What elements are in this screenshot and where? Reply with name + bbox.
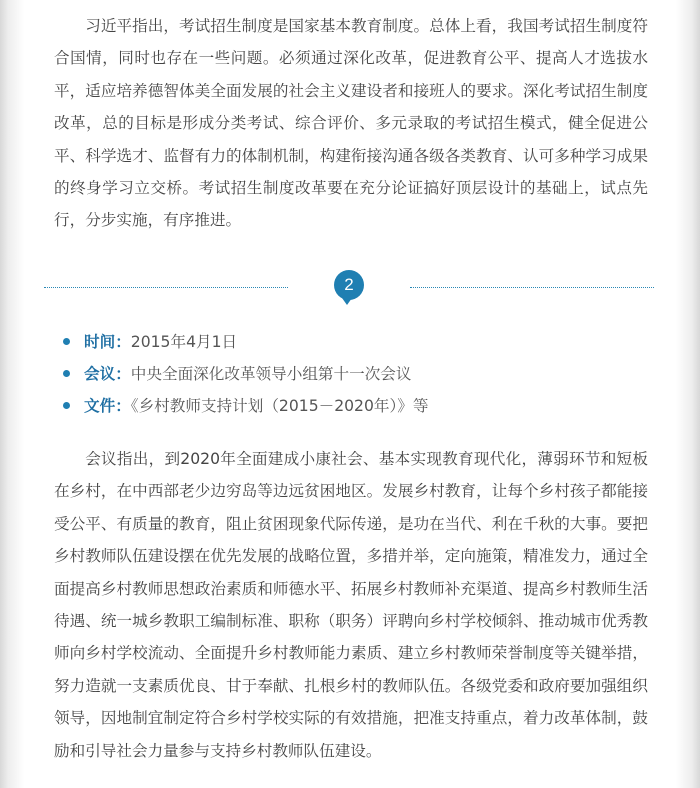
meta-item-meeting	[62, 358, 428, 390]
meta-item-document	[62, 390, 428, 422]
meta-label: 文件：	[84, 397, 131, 415]
meta-label: 会议：	[84, 365, 131, 383]
section1-paragraph: 习近平指出，考试招生制度是国家基本教育制度。总体上看，我国考试招生制度符合国情，同时也存在一些问题。必须通过深化改革，促进教育公平、提高人才选拔水平，适应培养德智体美全面发展的社会主义建设者和接班人的要求。深化考试招生制度改革，总的目标是形成分类考试、综合评价、多元录取的考试招生模式，健全促进公平、科学选才、监督有力的体制机制，构建衔接沟通各级各类教育、认可多种学习成果的终身学习立交桥。考试招生制度改革要在充分论证搞好顶层设计的基础上，试点先行，分步实施，有序推进。	[54, 17, 648, 230]
divider-line-right	[410, 287, 654, 288]
page-shadow-right	[676, 0, 700, 788]
meta-item-time	[62, 326, 428, 358]
section-number-badge: 2	[334, 270, 364, 300]
bullet-dot-icon	[63, 370, 70, 377]
bullet-dot-icon	[63, 338, 70, 345]
page-shadow-left	[0, 0, 24, 788]
meta-value: 《乡村教师支持计划（2015－2020年）》等	[130, 397, 429, 415]
meta-value: 2015年4月1日	[130, 333, 238, 351]
section2-paragraph: 会议指出，到2020年全面建成小康社会、基本实现教育现代化，薄弱环节和短板在乡村，在中西部老少边穷岛等边远贫困地区。发展乡村教育，让每个乡村孩子都能接受公平、有质量的教育，阻止贫困现象代际传递，是功在当代、利在千秋的大事。要把乡村教师队伍建设摆在优先发展的战略位置，多措并举，定向施策，精准发力，通过全面提高乡村教师思想政治素质和师德水平、拓展乡村教师补充渠道、提高乡村教师生活待遇、统一城乡教职工编制标准、职称（职务）评聘向乡村学校倾斜、推动城市优秀教师向乡村学校流动、全面提升乡村教师能力素质、建立乡村教师荣誉制度等关键举措，努力造就一支素质优良、甘于奉献、扎根乡村的教师队伍。各级党委和政府要加强组织领导，因地制宜制定符合乡村学校实际的有效措施，把准支持重点，着力改革体制，鼓励和引导社会力量参与支持乡村教师队伍建设。	[54, 450, 648, 760]
meta-value: 中央全面深化改革领导小组第十一次会议	[130, 365, 412, 383]
meta-label: 时间：	[84, 333, 131, 351]
meta-info-list	[62, 326, 428, 422]
bullet-dot-icon	[63, 402, 70, 409]
section-divider	[44, 268, 654, 302]
divider-line-left	[44, 287, 288, 288]
